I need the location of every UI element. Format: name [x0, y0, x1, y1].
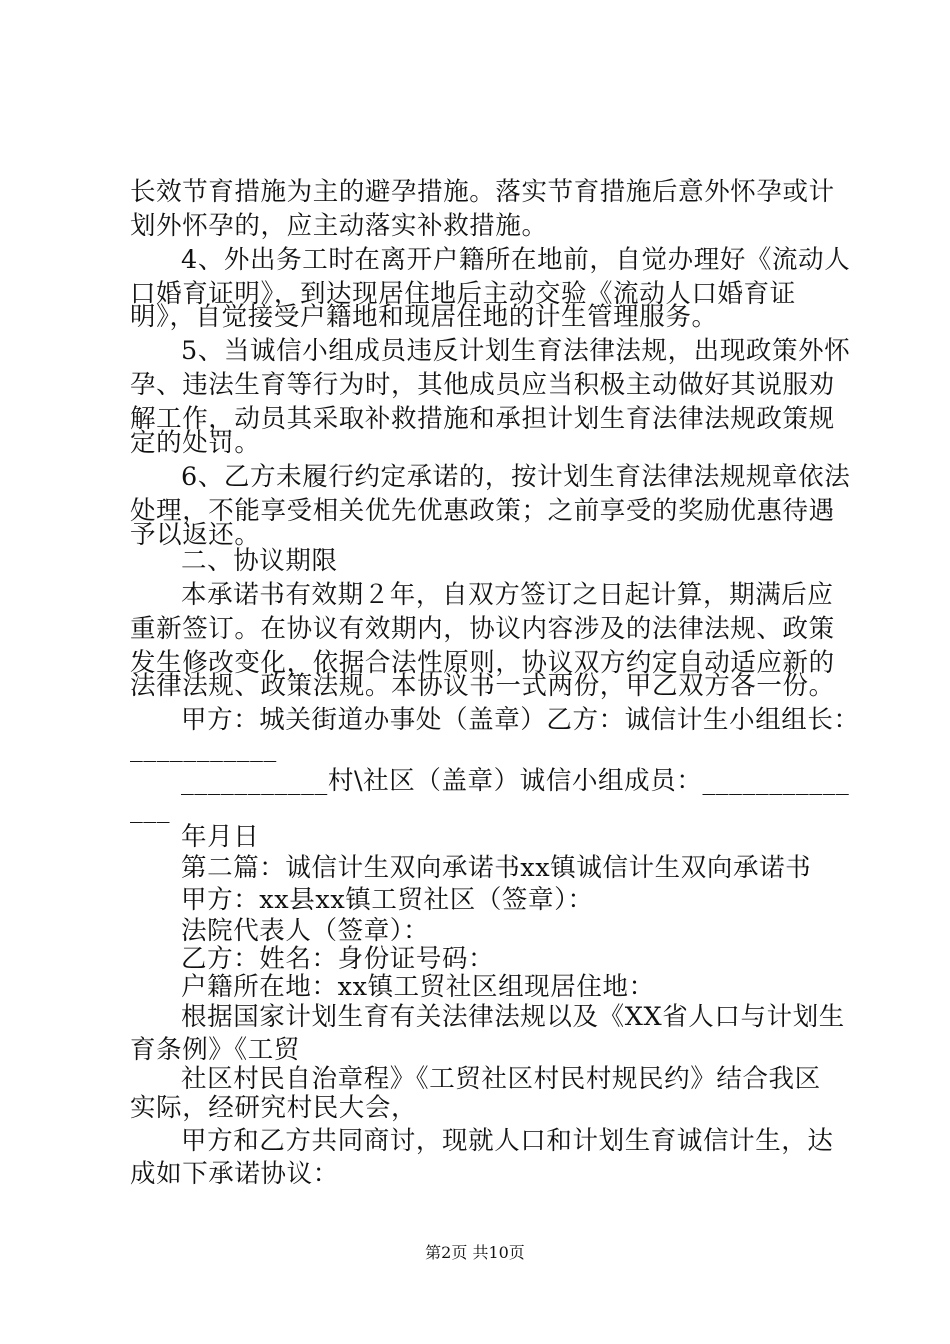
text-line: 户籍所在地：xx镇工贸社区组现居住地：: [181, 972, 655, 1002]
text-line: 处理，不能享受相关优先优惠政策；之前享受的奖励优惠待遇: [130, 496, 835, 526]
text-line: 重新签订。在协议有效期内，协议内容涉及的法律法规、政策: [130, 614, 835, 644]
text-line: 根据国家计划生育有关法律法规以及《XX省人口与计划生: [181, 1002, 845, 1032]
text-line: 实际，经研究村民大会，: [130, 1093, 418, 1123]
section-heading: 二、协议期限: [181, 546, 338, 576]
text-line: 5、当诚信小组成员违反计划生育法律法规，出现政策外怀: [181, 336, 851, 366]
text-line: 予以返还。: [130, 520, 261, 550]
text-line: 法律法规、政策法规。本协议书一式两份，甲乙双方各一份。: [130, 671, 835, 701]
text-line: 本承诺书有效期２年，自双方签订之日起计算，期满后应: [181, 580, 834, 610]
signature-blank: ___: [130, 794, 171, 824]
date-line: 年月日: [181, 822, 260, 852]
text-line: 解工作，动员其采取补救措施和承担计划生育法律法规政策规: [130, 404, 835, 434]
text-line: 孕、违法生育等行为时，其他成员应当积极主动做好其说服劝: [130, 370, 835, 400]
text-line: 社区村民自治章程》《工贸社区村民村规民约》结合我区: [181, 1064, 821, 1094]
signature-blank: ___________: [130, 733, 277, 763]
text-line: 长效节育措施为主的避孕措施。落实节育措施后意外怀孕或计: [130, 177, 835, 207]
text-line: 划外怀孕的，应主动落实补救措施。: [130, 211, 548, 241]
page-footer: 第2页 共10页: [425, 1243, 525, 1262]
text-line: 育条例》《工贸: [130, 1035, 300, 1065]
text-line: 甲方：xx县xx镇工贸社区（签章）：: [181, 885, 594, 915]
text-line: 发生修改变化，依据合法性原则，协议双方约定自动适应新的: [130, 648, 835, 678]
text-line: 明》，自觉接受户籍地和现居住地的计生管理服务。: [130, 302, 718, 332]
text-line: 法院代表人（签章）：: [181, 916, 430, 946]
text-line: 定的处罚。: [130, 428, 261, 458]
text-line: 成如下承诺协议：: [130, 1159, 339, 1189]
text-line: 甲方：城关街道办事处（盖章）乙方：诚信计生小组组长：: [181, 705, 860, 735]
text-line: 第二篇：诚信计生双向承诺书xx镇诚信计生双向承诺书: [181, 853, 812, 883]
text-line: 口婚育证明》，到达现居住地后主动交验《流动人口婚育证: [130, 279, 796, 309]
text-line: 4、外出务工时在离开户籍所在地前，自觉办理好《流动人: [181, 245, 851, 275]
text-line: 甲方和乙方共同商讨，现就人口和计划生育诚信计生，达: [181, 1126, 834, 1156]
text-line: ___________村\社区（盖章）诚信小组成员：___________: [181, 766, 850, 796]
text-line: 乙方：姓名：身份证号码：: [181, 944, 495, 974]
text-line: 6、乙方未履行约定承诺的，按计划生育法律法规规章依法: [181, 462, 851, 492]
